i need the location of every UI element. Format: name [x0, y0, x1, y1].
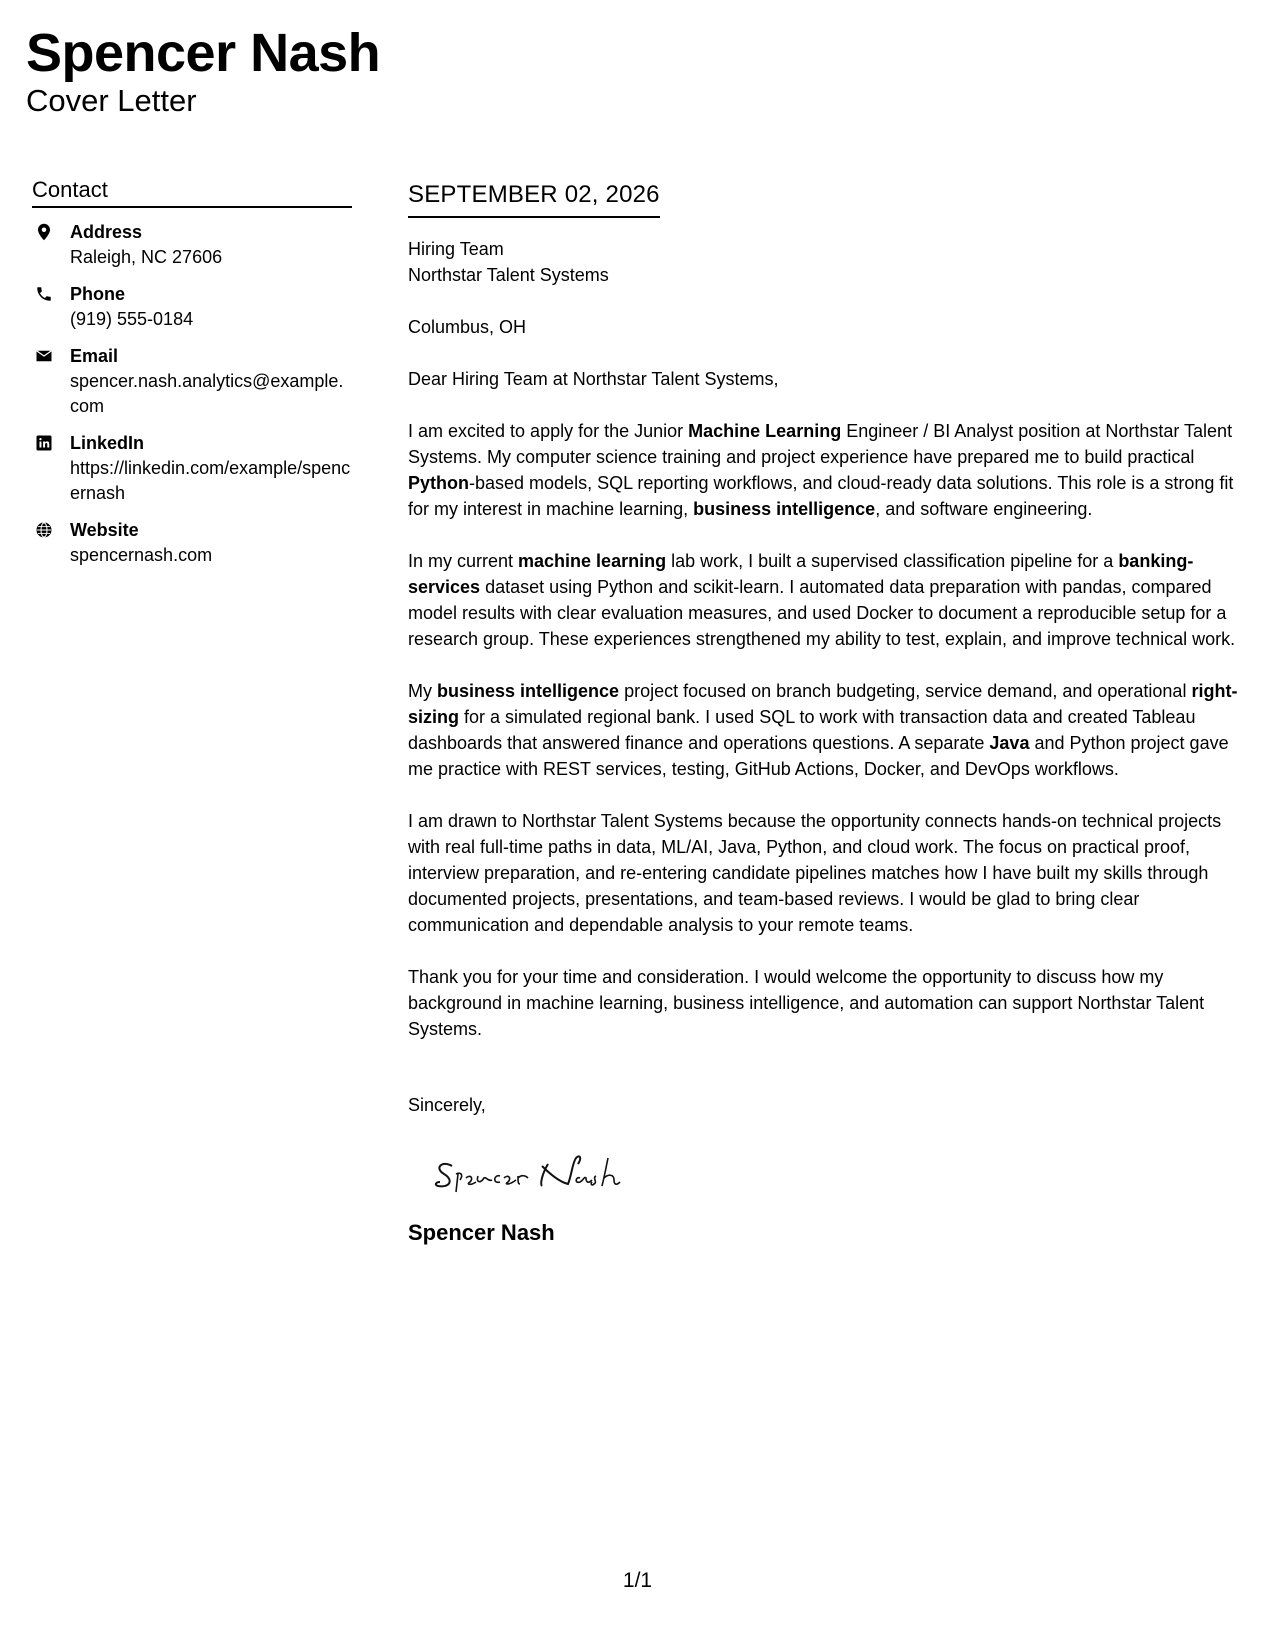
map-pin-icon [32, 220, 70, 270]
contact-website [32, 518, 352, 568]
letter-body [408, 178, 1253, 1248]
linkedin-value[interactable]: https://linkedin.com/example/spencernash [70, 458, 351, 503]
contact-linkedin [32, 431, 352, 506]
handwritten-signature [430, 1144, 1253, 1204]
phone-icon [32, 282, 70, 332]
phone-value[interactable]: (919) 555-0184 [70, 309, 194, 329]
paragraph-1: I am excited to apply for the Junior Machine Learning Engineer / BI Analyst position at Northstar Talent Systems. My computer science training and project experience have prepared me to build practical Python-based models, SQL reporting workflows, and cloud-ready data solutions. This role is a strong fit for my interest in machine learning, business intelligence, and software engineering. [408, 421, 1234, 519]
contact-sidebar [32, 176, 352, 580]
paragraph-2: In my current machine learning lab work, I built a supervised classification pipeline for a banking-services dataset using Python and scikit-learn. I automated data preparation with pandas, compared model results with clear evaluation measures, and used Docker to document a reproducible setup for a research group. These experiences strengthened my ability to test, explain, and improve technical work. [408, 551, 1236, 649]
linkedin-icon [32, 431, 70, 506]
website-label: Website [70, 520, 139, 540]
phone-label: Phone [70, 284, 126, 304]
document-subtitle: Cover Letter [26, 83, 197, 118]
email-value[interactable]: spencer.nash.analytics@example.com [70, 371, 344, 416]
header [26, 20, 380, 118]
paragraph-4: I am drawn to Northstar Talent Systems because the opportunity connects hands-on technical projects with real full-time paths in data, ML/AI, Java, Python, and cloud work. The focus on practical proof, interview preparation, and re-entering candidate pipelines matches how I have built my skills through documented projects, presentations, and team-based reviews. I would be glad to bring clear communication and dependable analysis to your remote teams. [408, 811, 1222, 935]
contact-phone [32, 282, 352, 332]
contact-heading: Contact [32, 176, 352, 208]
recipient-line-3: Columbus, OH [408, 317, 527, 337]
closing: Sincerely, [408, 1095, 486, 1115]
contact-email [32, 344, 352, 419]
linkedin-label: LinkedIn [70, 433, 145, 453]
envelope-icon [32, 344, 70, 419]
website-value[interactable]: spencernash.com [70, 545, 213, 565]
contact-address [32, 220, 352, 270]
letter-date: SEPTEMBER 02, 2026 [408, 178, 660, 218]
salutation: Dear Hiring Team at Northstar Talent Systems, [408, 369, 779, 389]
signer-name: Spencer Nash [408, 1220, 555, 1245]
recipient-block [408, 236, 1253, 340]
address-value: Raleigh, NC 27606 [70, 247, 223, 267]
recipient-line-2: Northstar Talent Systems [408, 265, 609, 285]
applicant-name: Spencer Nash [26, 23, 381, 83]
paragraph-3: My business intelligence project focused on branch budgeting, service demand, and operational right-sizing for a simulated regional bank. I used SQL to work with transaction data and created Tableau dashboards that answered finance and operations questions. A separate Java and Python project gave me practice with REST services, testing, GitHub Actions, Docker, and DevOps workflows. [408, 681, 1238, 779]
paragraph-5: Thank you for your time and consideration. I would welcome the opportunity to discuss how my background in machine learning, business intelligence, and automation can support Northstar Talent Systems. [408, 967, 1205, 1039]
globe-icon [32, 518, 70, 568]
page-number: 1/1 [622, 1569, 653, 1592]
recipient-line-1: Hiring Team [408, 239, 504, 259]
email-label: Email [70, 346, 119, 366]
address-label: Address [70, 222, 143, 242]
